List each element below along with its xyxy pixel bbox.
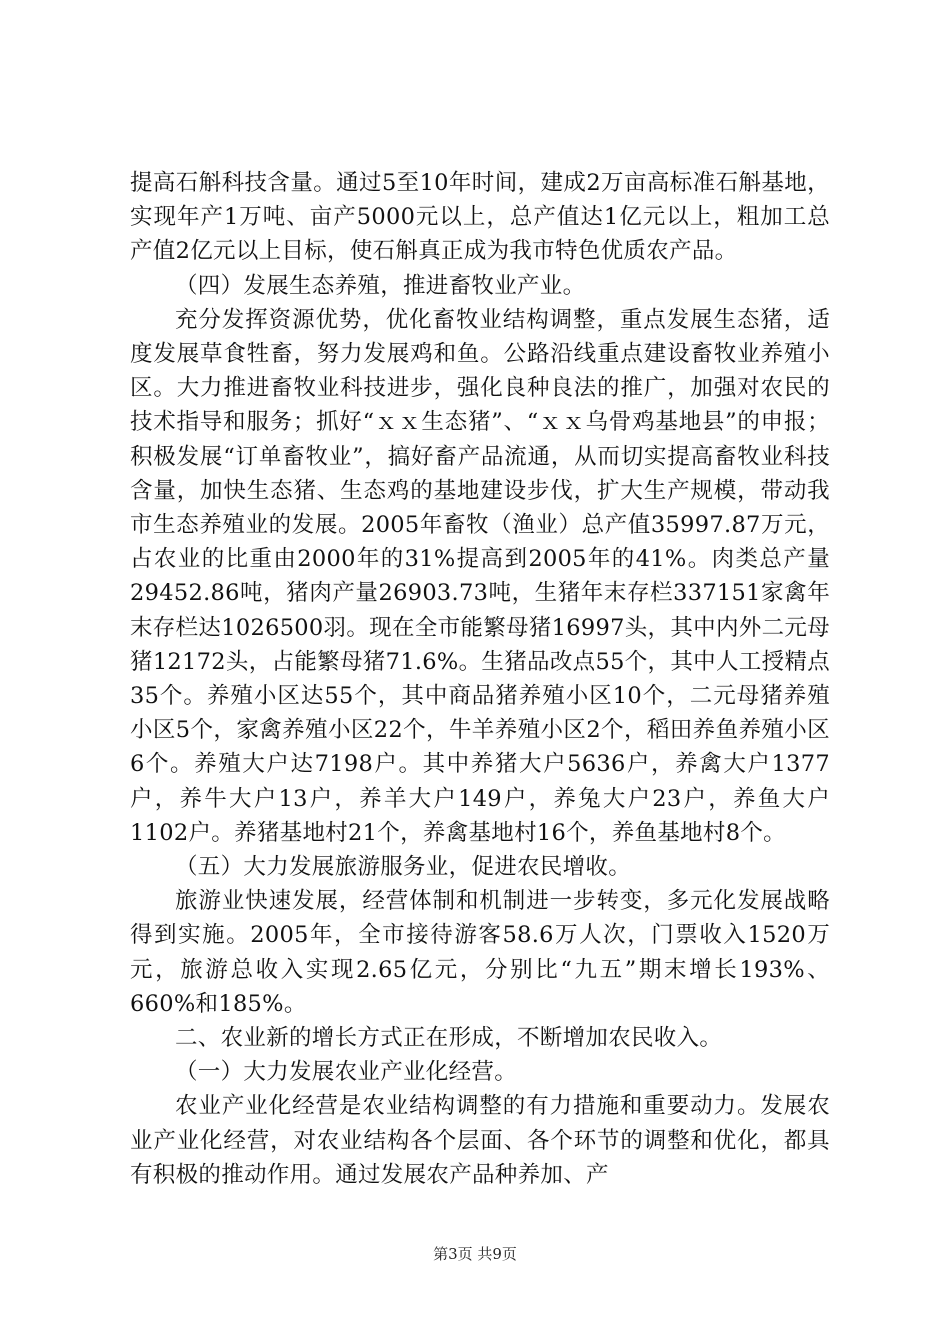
section-heading-5: （五）大力发展旅游服务业，促进农民增收。 [175, 854, 632, 881]
paragraph-livestock: 充分发挥资源优势，优化畜牧业结构调整，重点发展生态猪，适度发展草食牲畜，努力发展鸡和鱼。公路沿线重点建设畜牧业养殖小区。大力推进畜牧业科技进步，强化良种良法的推广，加强对农民的技术指导和服务；抓好“ｘｘ生态猪”、“ｘｘ乌骨鸡基地县”的申报；积极发展“订单畜牧业”，搞好畜产品流通，从而切实提高畜牧业科技含量，加快生态猪、生态鸡的基地建设步伐，扩大生产规模，带动我市生态养殖业的发展。2005年畜牧（渔业）总产值35997.87万元，占农业的比重由2000年的31%提高到2005年的41%。肉类总产量29452.86吨，猪肉产量26903.73吨，生猪年末存栏337151家禽年末存栏达1026500羽。现在全市能繁母猪16997头，其中内外二元母猪12172头，占能繁母猪71.6%。生猪品改点55个，其中人工授精点35个。养殖小区达55个，其中商品猪养殖小区10个，二元母猪养殖小区5个，家禽养殖小区22个，牛羊养殖小区2个，稻田养鱼养殖小区6个。养殖大户达7198户。其中养猪大户5636户，养禽大户1377户，养牛大户13户，养羊大户149户，养兔大户23户，养鱼大户1102户。养猪基地村21个，养禽基地村16个，养鱼基地村8个。 [130, 306, 830, 846]
paragraph-industrialization: 农业产业化经营是农业结构调整的有力措施和重要动力。发展农业产业化经营，对农业结构各个层面、各个环节的调整和优化，都具有积极的推动作用。通过发展农产品种养加、产 [130, 1093, 830, 1188]
section-heading-2-1: （一）大力发展农业产业化经营。 [175, 1059, 518, 1086]
section-heading-2: 二、农业新的增长方式正在形成，不断增加农民收入。 [175, 1025, 723, 1052]
paragraph-tourism: 旅游业快速发展，经营体制和机制进一步转变，多元化发展战略得到实施。2005年，全市接待游客58.6万人次，门票收入1520万元，旅游总收入实现2.65亿元，分别比“九五”期末增长193%、660%和185%。 [130, 888, 830, 1017]
page-footer: 第3页 共9页 [433, 1245, 517, 1263]
document-body [130, 166, 830, 1192]
paragraph-continuation: 提高石斛科技含量。通过5至10年时间，建成2万亩高标准石斛基地，实现年产1万吨、亩产5000元以上，总产值达1亿元以上，粗加工总产值2亿元以上目标，使石斛真正成为我市特色优质农产品。 [130, 170, 830, 265]
section-heading-4: （四）发展生态养殖，推进畜牧业产业。 [175, 272, 586, 299]
